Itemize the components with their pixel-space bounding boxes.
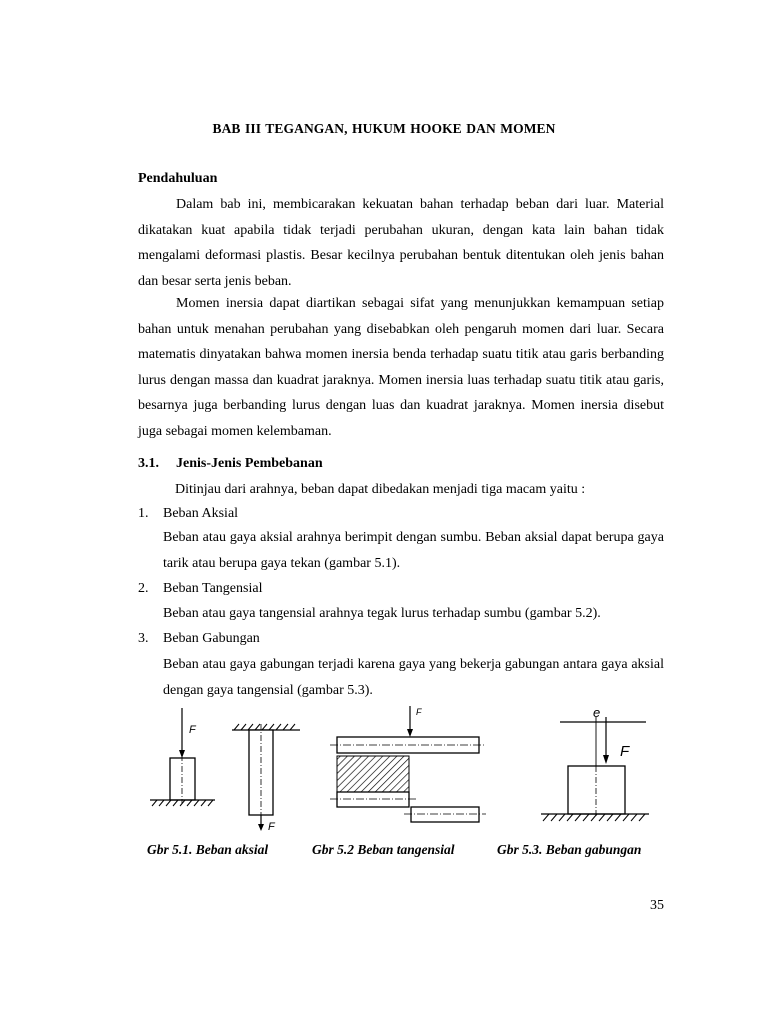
intro-paragraph-1: Dalam bab ini, membicarakan kekuatan bahan terhadap beban dari luar. Material dikatakan kuat apabila tidak terjadi perubahan ukuran, dengan kata lain bahan tidak mengalami deformasi plastis. Besar kecilnya perubahan bentuk ditentukan oleh jenis bahan dan besar serta jenis beban.: [138, 197, 664, 289]
list-item-2-title: Beban Tangensial: [163, 581, 263, 596]
page-number: 35: [650, 898, 664, 913]
list-item-1-number: 1.: [138, 506, 149, 521]
fig-5-1-force-label-bottom: F: [268, 821, 275, 833]
section-title: Jenis-Jenis Pembebanan: [176, 456, 323, 471]
fig-5-3-force-label: F: [620, 743, 630, 760]
fig-5-3-combined: [541, 705, 649, 821]
list-item-3-title: Beban Gabungan: [163, 631, 260, 646]
fig-5-1-force-label-top: F: [189, 724, 196, 736]
figures-strip: [0, 700, 768, 840]
list-item-2-number: 2.: [138, 581, 149, 596]
chapter-title: BAB III TEGANGAN, HUKUM HOOKE DAN MOMEN: [212, 121, 556, 136]
list-item-2-body: Beban atau gaya tangensial arahnya tegak lurus terhadap sumbu (gambar 5.2).: [163, 606, 601, 621]
fig-5-2-force-label: F: [416, 707, 422, 717]
fig-5-2-tangential: [330, 706, 486, 822]
section-intro: Ditinjau dari arahnya, beban dapat dibedakan menjadi tiga macam yaitu :: [175, 482, 586, 497]
intro-heading: Pendahuluan: [138, 171, 218, 186]
list-item-3-number: 3.: [138, 631, 149, 646]
intro-paragraph-2: Momen inersia dapat diartikan sebagai sifat yang menunjukkan kemampuan setiap bahan untuk menahan perubahan yang disebabkan oleh pengaruh momen dari luar. Secara matematis dinyatakan bahwa momen inersia benda terhadap suatu titik atau garis berbanding lurus dengan massa dan kuadrat jaraknya. Momen inersia luas terhadap suatu titik atau garis, besarnya juga berbanding lurus dengan luas dan kuadrat jaraknya. Momen inersia disebut juga sebagai momen kelembaman.: [138, 296, 664, 439]
list-item-1-body: Beban atau gaya aksial arahnya berimpit dengan sumbu. Beban aksial dapat berupa gaya tarik atau berupa gaya tekan (gambar 5.1).: [163, 530, 664, 571]
fig-5-3-eccentricity-label: e: [593, 705, 601, 720]
section-heading: [138, 456, 323, 472]
list-item-3-body: Beban atau gaya gabungan terjadi karena gaya yang bekerja gabungan antara gaya aksial dengan gaya tangensial (gambar 5.3).: [163, 657, 664, 698]
section-number: 3.1.: [138, 456, 159, 471]
fig-5-1-compression: [150, 708, 215, 806]
caption-fig-5-2: Gbr 5.2 Beban tangensial: [312, 842, 455, 857]
caption-fig-5-3: Gbr 5.3. Beban gabungan: [497, 842, 642, 857]
list-item-1-title: Beban Aksial: [163, 506, 239, 521]
fig-5-1-tension: [232, 724, 300, 833]
caption-fig-5-1: Gbr 5.1. Beban aksial: [147, 842, 269, 857]
